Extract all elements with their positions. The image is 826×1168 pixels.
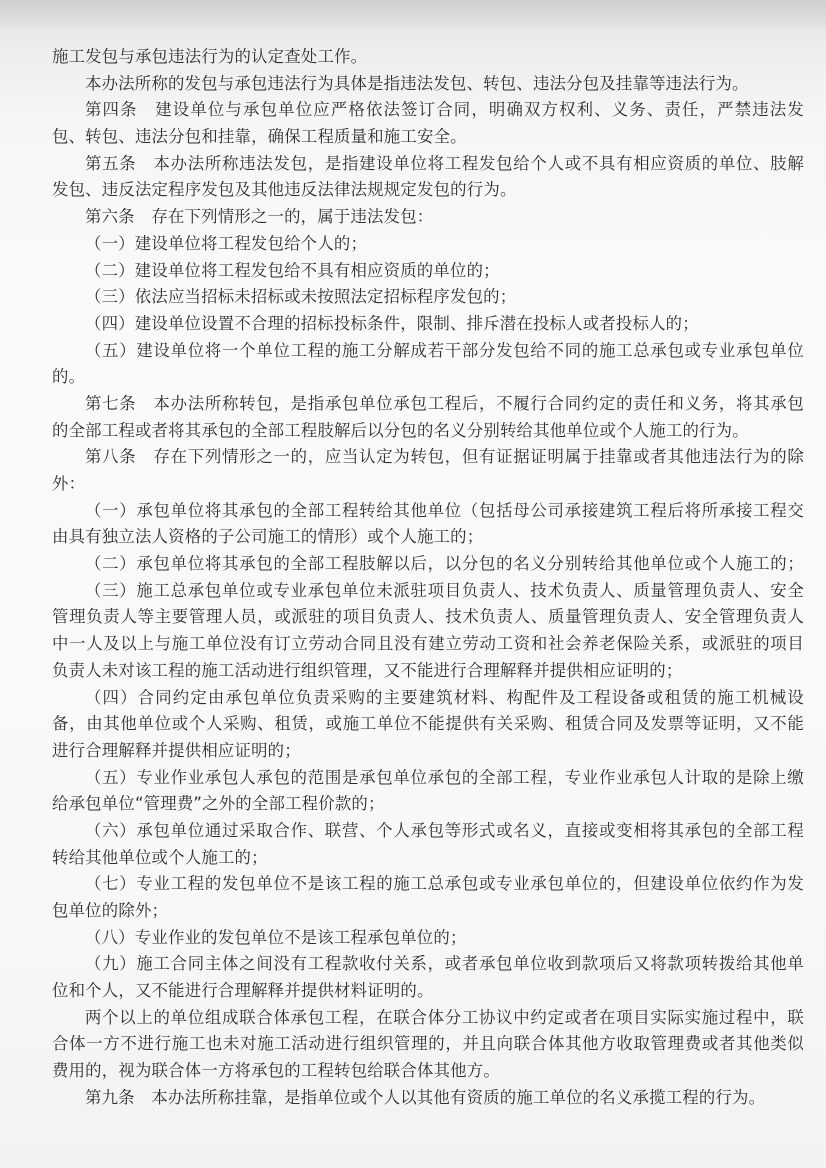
- text-line: 给承包单位“管理费”之外的全部工程价款的；: [52, 794, 385, 814]
- text-line: （八）专业作业的发包单位不是该工程承包单位的；: [85, 927, 467, 947]
- text-line: 第四条 建设单位与承包单位应严格依法签订合同，明确双方权利、义务、责任，严禁违法发: [85, 100, 804, 120]
- text-line: 的。: [52, 367, 86, 387]
- text-line: 外：: [52, 474, 86, 493]
- text-line: （五）专业作业承包人承包的范围是承包单位承包的全部工程，专业作业承包人计取的是除上缴: [85, 767, 804, 787]
- text-line: （四）合同约定由承包单位负责采购的主要建筑材料、构配件及工程设备或租赁的施工机械设: [85, 687, 804, 707]
- text-line: （一）承包单位将其承包的全部工程转给其他单位（包括母公司承接建筑工程后将所承接工程交: [85, 500, 804, 520]
- text-line: 进行合理解释并提供相应证明的；: [52, 740, 301, 760]
- text-line: （一）建设单位将工程发包给个人的；: [85, 233, 368, 253]
- text-line: 第八条 存在下列情形之一的，应当认定为转包，但有证据证明属于挂靠或者其他违法行为的除: [85, 447, 804, 467]
- text-line: （五）建设单位将一个单位工程的施工分解成若干部分发包给不同的施工总承包或专业承包单位: [85, 340, 804, 360]
- text-line: （七）专业工程的发包单位不是该工程的施工总承包或专业承包单位的，但建设单位依约作为发: [85, 874, 804, 894]
- text-line: 合体一方不进行施工也未对施工活动进行组织管理的，并且向联合体其他方收取管理费或者其他类似: [52, 1034, 804, 1054]
- text-line: （三）依法应当招标未招标或未按照法定招标程序发包的；: [85, 287, 517, 307]
- text-line: 由具有独立法人资格的子公司施工的情形）或个人施工的；: [52, 527, 484, 547]
- text-line: 发包、违反法定程序发包及其他违反法律法规规定发包的行为。: [52, 180, 517, 200]
- text-line: 两个以上的单位组成联合体承包工程，在联合体分工协议中约定或者在项目实际实施过程中，联: [85, 1007, 804, 1027]
- text-line: 第五条 本办法所称违法发包，是指建设单位将工程发包给个人或不具有相应资质的单位、肢解: [85, 153, 804, 173]
- text-line: 的全部工程或者将其承包的全部工程肢解后以分包的名义分别转给其他单位或个人施工的行为。: [52, 420, 749, 440]
- text-line: 第七条 本办法所称转包，是指承包单位承包工程后，不履行合同约定的责任和义务，将其承包: [85, 393, 804, 413]
- text-line: 费用的，视为联合体一方将承包的工程转包给联合体其他方。: [52, 1061, 500, 1081]
- text-line: 第六条 存在下列情形之一的，属于违法发包：: [85, 207, 434, 227]
- text-line: （四）建设单位设置不合理的招标投标条件，限制、排斥潜在投标人或者投标人的；: [85, 313, 699, 333]
- text-line: 包单位的除外；: [52, 901, 169, 920]
- scan-shadow: [0, 0, 826, 30]
- text-line: （九）施工合同主体之间没有工程款收付关系，或者承包单位收到款项后又将款项转拨给其他单: [85, 954, 804, 974]
- text-line: （二）建设单位将工程发包给不具有相应资质的单位的；: [85, 260, 500, 280]
- text-line: （六）承包单位通过采取合作、联营、个人承包等形式或名义，直接或变相将其承包的全部工程: [85, 820, 804, 840]
- text-line: 包、转包、违法分包和挂靠，确保工程质量和施工安全。: [52, 127, 467, 147]
- text-line: 管理负责人等主要管理人员，或派驻的项目负责人、技术负责人、质量管理负责人、安全管理负责人: [52, 607, 804, 627]
- text-line: 备，由其他单位或个人采购、租赁，或施工单位不能提供有关采购、租赁合同及发票等证明，又不能: [52, 714, 804, 734]
- text-line: 中一人及以上与施工单位没有订立劳动合同且没有建立劳动工资和社会养老保险关系，或派驻的项目: [52, 634, 804, 654]
- text-line: （二）承包单位将其承包的全部工程肢解以后，以分包的名义分别转给其他单位或个人施工的；: [85, 554, 804, 574]
- text-line: 转给其他单位或个人施工的；: [52, 847, 268, 867]
- text-line: 负责人未对该工程的施工活动进行组织管理，又不能进行合理解释并提供相应证明的；: [52, 660, 683, 680]
- text-line: （三）施工总承包单位或专业承包单位未派驻项目负责人、技术负责人、质量管理负责人、安全: [85, 580, 804, 600]
- text-line: 第九条 本办法所称挂靠，是指单位或个人以其他有资质的施工单位的名义承揽工程的行为。: [85, 1087, 766, 1107]
- text-line: 施工发包与承包违法行为的认定查处工作。: [52, 47, 368, 66]
- document-body: [52, 44, 804, 1112]
- text-line: 位和个人，又不能进行合理解释并提供材料证明的。: [52, 981, 434, 1001]
- text-line: 本办法所称的发包与承包违法行为具体是指违法发包、转包、违法分包及挂靠等违法行为。: [85, 73, 749, 93]
